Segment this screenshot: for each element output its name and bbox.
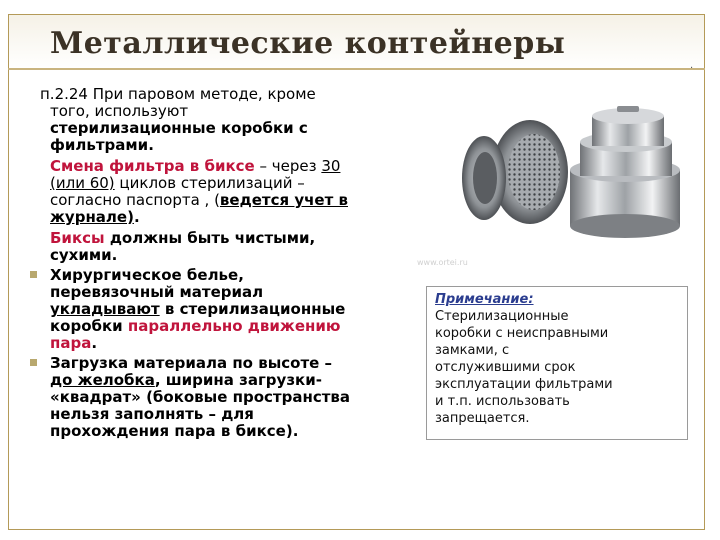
text-run: ведется учет в [219, 191, 348, 209]
text-line: Хирургическое белье, [50, 266, 244, 284]
text-run: журнале) [50, 208, 134, 226]
main-text [28, 86, 408, 440]
note-heading: Примечание: [435, 292, 534, 307]
paragraph-bixes [28, 230, 408, 264]
note-line: Стерилизационные [435, 309, 569, 324]
note-line: и т.п. использовать [435, 394, 570, 409]
text-line: перевязочный материал [50, 283, 264, 301]
text-run: . [133, 208, 140, 226]
text-run: . [91, 334, 98, 352]
text-line: того, используют [50, 102, 189, 120]
note-line: эксплуатации фильтрами [435, 377, 613, 392]
text-run: – через [254, 157, 322, 175]
note-line: коробки с неисправными [435, 326, 609, 341]
text-run: согласно паспорта , ( [50, 191, 220, 209]
text-line: сухими. [50, 246, 118, 264]
text-run: циклов стерилизаций – [114, 174, 305, 192]
text-line: Загрузка материала по высоте – [50, 354, 333, 372]
highlight-text: пара [50, 334, 92, 352]
text-line: прохождения пара в биксе). [50, 422, 299, 440]
note-box [426, 286, 688, 440]
bullet-icon [30, 359, 37, 366]
text-run: (или 60) [50, 174, 115, 192]
text-line: стерилизационные коробки с [50, 119, 308, 137]
text-run: до желобка [50, 371, 155, 389]
image-caption: www.ortei.ru [417, 258, 468, 267]
container-small [592, 106, 664, 146]
text-run: должны быть чистыми, [104, 229, 316, 247]
text-run: в стерилизационные [159, 300, 346, 318]
text-run: укладывают [50, 300, 160, 318]
containers-photo [452, 102, 684, 242]
paragraph-filter-change [28, 158, 408, 226]
note-line: замками, с [435, 343, 510, 358]
text-run: , ширина загрузки- [154, 371, 322, 389]
note-line: отслужившими срок [435, 360, 576, 375]
corner-mark: . [690, 60, 694, 71]
slide-title: Металлические контейнеры [50, 26, 566, 61]
bullet-icon [30, 271, 37, 278]
text-line: нельзя заполнять – для [50, 405, 254, 423]
text-line: «квадрат» (боковые пространства [50, 388, 351, 406]
text-line: фильтрами. [50, 136, 154, 154]
highlight-text: Биксы [50, 229, 105, 247]
highlight-text: Смена фильтра в биксе [50, 157, 255, 175]
note-line: запрещается. [435, 411, 530, 426]
highlight-text: параллельно движению [127, 317, 341, 335]
bullet-linen [28, 267, 408, 352]
text-line: п.2.24 При паровом методе, кроме [40, 85, 316, 103]
bullet-loading [28, 355, 408, 440]
title-divider [8, 68, 705, 70]
paragraph-intro [28, 86, 408, 154]
text-run: коробки [50, 317, 128, 335]
text-run: 30 [321, 157, 341, 175]
container-lid-side [462, 136, 506, 220]
